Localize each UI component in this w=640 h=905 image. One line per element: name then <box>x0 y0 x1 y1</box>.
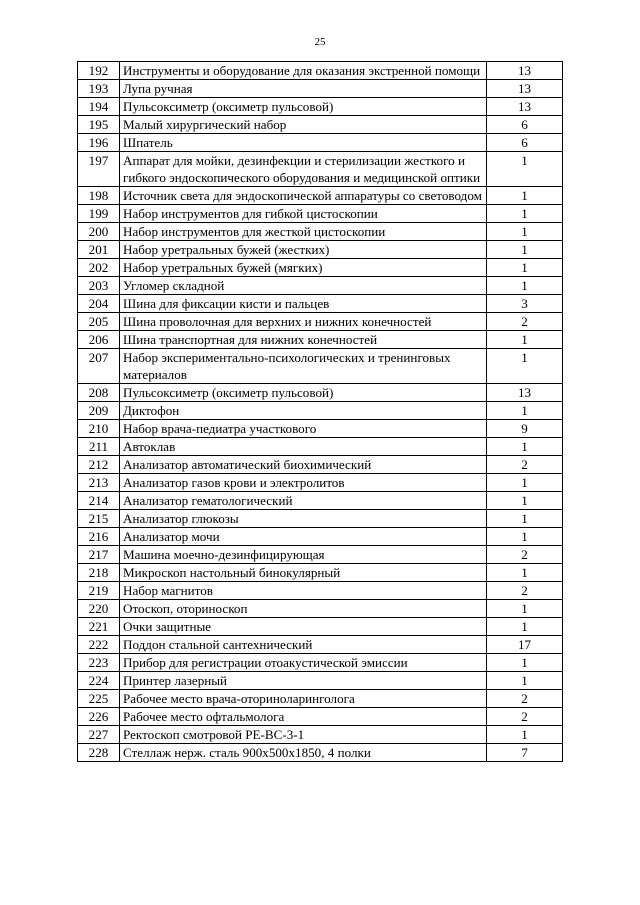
row-number: 221 <box>78 618 120 636</box>
item-name: Шина для фиксации кисти и пальцев <box>120 295 487 313</box>
item-quantity: 1 <box>487 349 563 384</box>
item-quantity: 7 <box>487 744 563 762</box>
row-number: 193 <box>78 80 120 98</box>
item-name: Лупа ручная <box>120 80 487 98</box>
row-number: 228 <box>78 744 120 762</box>
item-name: Набор инструментов для гибкой цистоскопии <box>120 205 487 223</box>
item-name: Набор врача-педиатра участкового <box>120 420 487 438</box>
item-quantity: 13 <box>487 62 563 80</box>
item-name: Малый хирургический набор <box>120 116 487 134</box>
table-row <box>78 98 563 116</box>
table-row <box>78 546 563 564</box>
row-number: 205 <box>78 313 120 331</box>
table-row <box>78 223 563 241</box>
row-number: 219 <box>78 582 120 600</box>
item-quantity: 1 <box>487 528 563 546</box>
item-name: Анализатор автоматический биохимический <box>120 456 487 474</box>
item-quantity: 2 <box>487 456 563 474</box>
row-number: 210 <box>78 420 120 438</box>
table-row <box>78 510 563 528</box>
row-number: 226 <box>78 708 120 726</box>
table-row <box>78 492 563 510</box>
item-quantity: 1 <box>487 564 563 582</box>
item-name: Прибор для регистрации отоакустической эмиссии <box>120 654 487 672</box>
table-row <box>78 618 563 636</box>
item-quantity: 1 <box>487 241 563 259</box>
equipment-table-body <box>78 62 563 762</box>
row-number: 209 <box>78 402 120 420</box>
row-number: 213 <box>78 474 120 492</box>
item-name: Машина моечно-дезинфицирующая <box>120 546 487 564</box>
row-number: 198 <box>78 187 120 205</box>
table-row <box>78 420 563 438</box>
item-quantity: 1 <box>487 438 563 456</box>
table-row <box>78 152 563 187</box>
item-name: Инструменты и оборудование для оказания экстренной помощи <box>120 62 487 80</box>
row-number: 212 <box>78 456 120 474</box>
item-name: Угломер складной <box>120 277 487 295</box>
table-row <box>78 654 563 672</box>
item-name: Набор уретральных бужей (жестких) <box>120 241 487 259</box>
row-number: 216 <box>78 528 120 546</box>
table-row <box>78 528 563 546</box>
item-quantity: 1 <box>487 259 563 277</box>
table-row <box>78 672 563 690</box>
item-quantity: 1 <box>487 277 563 295</box>
item-quantity: 13 <box>487 80 563 98</box>
item-quantity: 6 <box>487 116 563 134</box>
table-row <box>78 349 563 384</box>
row-number: 204 <box>78 295 120 313</box>
item-name: Ректоскоп смотровой РЕ-ВС-3-1 <box>120 726 487 744</box>
item-quantity: 1 <box>487 474 563 492</box>
table-row <box>78 600 563 618</box>
item-name: Микроскоп настольный бинокулярный <box>120 564 487 582</box>
equipment-table <box>77 61 563 762</box>
row-number: 211 <box>78 438 120 456</box>
item-quantity: 2 <box>487 546 563 564</box>
item-quantity: 2 <box>487 708 563 726</box>
item-name: Диктофон <box>120 402 487 420</box>
row-number: 218 <box>78 564 120 582</box>
row-number: 201 <box>78 241 120 259</box>
item-name: Принтер лазерный <box>120 672 487 690</box>
table-row <box>78 241 563 259</box>
item-quantity: 6 <box>487 134 563 152</box>
item-name: Пульсоксиметр (оксиметр пульсовой) <box>120 98 487 116</box>
table-row <box>78 313 563 331</box>
table-row <box>78 402 563 420</box>
item-name: Шина транспортная для нижних конечностей <box>120 331 487 349</box>
item-quantity: 1 <box>487 618 563 636</box>
table-row <box>78 474 563 492</box>
row-number: 225 <box>78 690 120 708</box>
item-quantity: 1 <box>487 492 563 510</box>
row-number: 199 <box>78 205 120 223</box>
table-row <box>78 331 563 349</box>
item-quantity: 3 <box>487 295 563 313</box>
row-number: 202 <box>78 259 120 277</box>
row-number: 224 <box>78 672 120 690</box>
item-quantity: 2 <box>487 313 563 331</box>
item-quantity: 1 <box>487 331 563 349</box>
item-quantity: 1 <box>487 187 563 205</box>
item-name: Набор магнитов <box>120 582 487 600</box>
item-quantity: 1 <box>487 152 563 187</box>
item-quantity: 9 <box>487 420 563 438</box>
item-quantity: 1 <box>487 223 563 241</box>
table-row <box>78 62 563 80</box>
table-row <box>78 295 563 313</box>
item-quantity: 17 <box>487 636 563 654</box>
page-number: 25 <box>314 36 326 48</box>
row-number: 215 <box>78 510 120 528</box>
item-quantity: 2 <box>487 690 563 708</box>
row-number: 192 <box>78 62 120 80</box>
item-quantity: 1 <box>487 402 563 420</box>
item-name: Анализатор мочи <box>120 528 487 546</box>
row-number: 203 <box>78 277 120 295</box>
item-name: Набор инструментов для жесткой цистоскопии <box>120 223 487 241</box>
row-number: 206 <box>78 331 120 349</box>
row-number: 214 <box>78 492 120 510</box>
row-number: 207 <box>78 349 120 384</box>
table-row <box>78 134 563 152</box>
item-name: Набор уретральных бужей (мягких) <box>120 259 487 277</box>
table-row <box>78 636 563 654</box>
item-quantity: 1 <box>487 672 563 690</box>
item-name: Анализатор газов крови и электролитов <box>120 474 487 492</box>
table-row <box>78 564 563 582</box>
table-row <box>78 708 563 726</box>
item-name: Пульсоксиметр (оксиметр пульсовой) <box>120 384 487 402</box>
item-name: Шпатель <box>120 134 487 152</box>
item-quantity: 1 <box>487 510 563 528</box>
item-name: Анализатор глюкозы <box>120 510 487 528</box>
table-row <box>78 456 563 474</box>
table-row <box>78 187 563 205</box>
row-number: 194 <box>78 98 120 116</box>
table-row <box>78 277 563 295</box>
item-name: Стеллаж нерж. сталь 900x500x1850, 4 полки <box>120 744 487 762</box>
row-number: 220 <box>78 600 120 618</box>
table-row <box>78 205 563 223</box>
table-row <box>78 259 563 277</box>
row-number: 195 <box>78 116 120 134</box>
item-quantity: 2 <box>487 582 563 600</box>
item-quantity: 1 <box>487 205 563 223</box>
table-row <box>78 690 563 708</box>
item-name: Рабочее место врача-оториноларинголога <box>120 690 487 708</box>
row-number: 222 <box>78 636 120 654</box>
row-number: 208 <box>78 384 120 402</box>
table-row <box>78 582 563 600</box>
item-quantity: 1 <box>487 600 563 618</box>
table-row <box>78 80 563 98</box>
item-name: Отоскоп, оториноскоп <box>120 600 487 618</box>
item-name: Рабочее место офтальмолога <box>120 708 487 726</box>
item-name: Шина проволочная для верхних и нижних конечностей <box>120 313 487 331</box>
item-name: Анализатор гематологический <box>120 492 487 510</box>
item-quantity: 1 <box>487 654 563 672</box>
row-number: 196 <box>78 134 120 152</box>
table-row <box>78 116 563 134</box>
item-name: Очки защитные <box>120 618 487 636</box>
row-number: 200 <box>78 223 120 241</box>
row-number: 217 <box>78 546 120 564</box>
item-quantity: 13 <box>487 98 563 116</box>
row-number: 227 <box>78 726 120 744</box>
item-quantity: 1 <box>487 726 563 744</box>
item-name: Поддон стальной сантехнический <box>120 636 487 654</box>
table-row <box>78 744 563 762</box>
item-name: Автоклав <box>120 438 487 456</box>
item-name: Источник света для эндоскопической аппаратуры со световодом <box>120 187 487 205</box>
item-quantity: 13 <box>487 384 563 402</box>
row-number: 223 <box>78 654 120 672</box>
row-number: 197 <box>78 152 120 187</box>
table-row <box>78 726 563 744</box>
table-row <box>78 384 563 402</box>
item-name: Набор экспериментально-психологических и тренинговых материалов <box>120 349 487 384</box>
table-row <box>78 438 563 456</box>
item-name: Аппарат для мойки, дезинфекции и стерилизации жесткого и гибкого эндоскопического оборудования и медицинской оптики <box>120 152 487 187</box>
